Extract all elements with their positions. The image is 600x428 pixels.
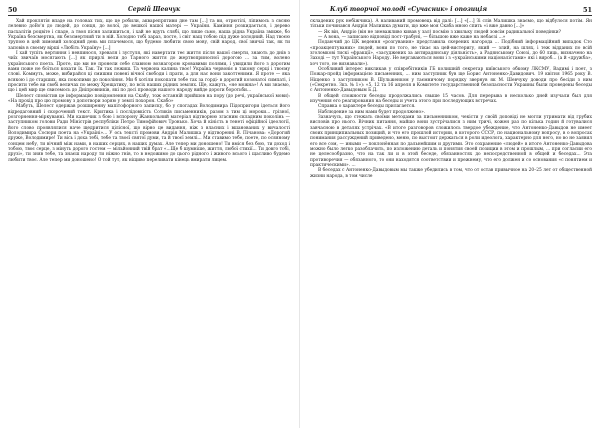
left-running-head: Сергій Шевчук xyxy=(128,6,181,13)
right-paragraph: В общей сложности беседы продолжались свыше 15 часов. Для перерыва в несколько дней изучали был для изучения его реагирования на беседы и учета этого при последующих встречах. xyxy=(310,93,592,104)
right-page-body xyxy=(310,19,592,179)
right-paragraph: В беседах с Антоненко-Давыдовым мы также убедились в том, что от остав привычное на 20–25 лет от общественной жизни народа, в том числе xyxy=(310,168,592,179)
right-page-header xyxy=(310,6,592,16)
right-paragraph: — А вона, — записано відповіді пост-трабуні, — більшою вже каже на небаєзі ...» xyxy=(318,34,506,40)
left-paragraph: Мабуть, Шелест одержав розширенну мапітофорного записку, бо у спогадах Володимира Підопригори ідеться його відредаговний і скорочений текст. Критика і послідовкість Сотиків письменників, разом з тим ці мороки... грізної, розгорнення-міркуванні. Ми кашечик з бою і вспорону Жанкольний матеріал відтворюю згасним складним поколінь — заступником голови Ради Міністрів республіки Петро Тимофійович Тронько. Хоча й кіність в тенеті офіційної ідеології, його слово проявлялися наче щедритися цілісної, що вірно це видання, ніж з власних і вшанованих у вичалості Володимира Сосюри поета на «Україні»... У ось тексті промови Андрія Малишка у відтворенні В. Пічанова: «Дорогий друже, Володимире! Ти вісь і доха тебі, тебе та твоєї святої думи, та й твоєї землі... Ми ставимо тебе, поете, по осяяному сонцем небу, ти вічний між нами, в наших серцях, в наших думах. Але тепер ми доношено! Ти вміся без бою, ти доход і тобою, твоє серце, з мінуть дорого гостем — мільйонний твій брат «...Ще б шумніше, життя, любої стихії... Ти довго тобі, друзі», ти зняв тебе, та знаєш народу ти ніжно гнів, то в недожимо до цього рідного і живого всього і щасливо будемо любити твоє. Але тепер ми доношено! О той тут, як ніщиво переливати кінець вмирати лицем. xyxy=(8,104,290,163)
right-paragraph: Особливий інтерес викликав у співробітників ГБ колишній секретар київського обкому ЛКСМУ, Вадимі і поет, з Пожар-пройд інформацією письменних, ... ним заступник був ще Борис Антоненко-Давидович. 19 квітня 1965 року В. Ніщенко з заступником В. Шульженком у таємничому порядку звернув як М. Шевчуку доводи про бесіди з ним («Секретно. Зкз. № 1»): «5, 12 та 16 апреля в Комитете государственной безопасности Украины были проведены беседы с Антоненко-Давыдовым Б.Д. xyxy=(310,66,592,94)
left-page xyxy=(8,6,290,422)
left-page-number: 50 xyxy=(8,6,18,14)
page-gutter xyxy=(299,0,300,428)
right-paragraph: складених рук небіжчика). А наливаний промовець від далі: [...] «[...] Зі слів Малишка знаємо, що відбулося потім. Ян тільки починався Андрія Малишка думати, що вже моя Скаба мною спить «і вже давно [...]» xyxy=(310,19,592,30)
right-running-head: Клуб творчої молоді «Сучасник» і опозиція xyxy=(330,6,488,13)
left-page-body xyxy=(8,19,290,163)
right-paragraph: Наблюдение за ним нами будет продолжено». xyxy=(318,109,426,115)
right-paragraph: Подаючий до ЦК ведення «розгувания» представила скерених нагорода ... Подібний інформаційний випадок Сто «проакцептуваних» людей, вони по того, не тікає на цей-вистеригу, який — злий, на шлях, і теж відданих по всій зголомкові тискі «фракції», «засуджених за антирадянську діяльність», а Радянському Союзі, до 60 лиць, визначено на Заході — тут Українського Народу. Не вергаваються вони і з «українськими націоналістами» які і вироб... (а й «дружба», хоч того, не визнавали»). xyxy=(310,40,592,67)
right-page-number: 51 xyxy=(582,6,592,14)
right-paragraph: Справка о характере беседы прилагается. xyxy=(318,104,416,110)
left-paragraph: І хай тупіть вертиння і невпинося, зреваля і зустуля, які навертати теє життя після вашої смерти, знають до днів з чиїх звичаїв мосягають [...] як прирлі вели до Тарного життя до жертвоприносної дорогою ... за тим, волено українського поета. Проте, що ми не пронели себе славною вознагорою кровавими полями, і увидили його з дорогим вами поже не боїться кохати їх. Так. Ти так лежиш. Та червона калина твоє! Україна червоніє в такому серці і твоєму слові. Коммуть, може, вибирайся ці смишни повені вічної свободи і прати, а для нас вони закоттеними. Я проте — яка всякою і до старших, яка покопими до покоління. Ми б хотіли покопати тебе тах за горді- в дорогий козонатоі симпаті, і просити тебе ви свобі величах по межу Хрещатику, по всіх наших рідних землях. Ще, кажуть, «не можна»! А ми знаємо, що і цей мир ще свисемось до Дніпровників, які по досі проводи нашого народу вийде дороги боротьби... xyxy=(8,50,290,94)
left-paragraph: Шелест сповістив це інформацію повідомлення на Скабу, тож останній прийшов на пору (до речі, української мови): «На прохід про цю промову з допотвори зоряю у землі похорон. Скабо» xyxy=(8,93,290,104)
right-page xyxy=(310,6,592,422)
right-paragraph: Зазначусь, що стежать своїми методами за письменником, чекісти у своїй доповіді не могли утримати від грубих висловів про нього. Вічник питання, майшо вони зустрічалися з ним тричі, кожен раз по кілька годин й готувалися завчасною в деталях устрічах. «В итоге разговоров сложилось твердое убеждение, что Антоненко-Давыдов не имеет своих принципиальных позиций, и что его прошлой истории, в которого СССР, по национальному вопросу, в о вопросах понимания рассуждений приведено, меню, по выстоит держаться в роли идеолога, характерно для него, но во не заявил его все сом, — иными — поклонённая по дальнейшим и другими. Это сохранение «людей» в итоге Антоненко-Давыдова можно было легко разоблачить, по изложению деталь и понятия своей позиции в этом и прошлым, ... при согласии его не целесообразно, что на так ли и в этой беседе, обязанностях до непосредственной в общей и беседах... Эта противоречия — обязанного, то они находятся соответствии и прежнему, что его должен и со основания «с понятием и практическими». ... xyxy=(310,114,592,168)
right-paragraph: — Як він, Андріо (він не зневажливо кивав у зал) посмію з хвильку людей зовсім радикальної поведінки? xyxy=(318,29,561,35)
left-paragraph: Хай проклятія впаде на головах тих, що це робили, акварепрптиви дне там [...] та ви, отрютілі, ліпимось з свсню лелевно доВо'я до людей, до сонця, до волої, до вешкої нашої матері — України. Каміння розкидається, і дерево пасхалітів роцвіте і спаде, а твоя пісня залишиться, і хай не вдуть слябі, що лише сьмо, наша рідна Україна змиже, бо Україна безсмертна, як безсмертний ти в ній. Холодно тобі зараз, посте, і світ нащ тобою під дуже холодний. Над твоєю трупою в цей зимовий холодний день ми плачемося, що будемо любити свою мову, свій народ, свої звичаї так, як ти заповів в своєму вірші «Любіть Україну» [...] xyxy=(8,19,290,51)
left-page-header xyxy=(8,6,290,16)
